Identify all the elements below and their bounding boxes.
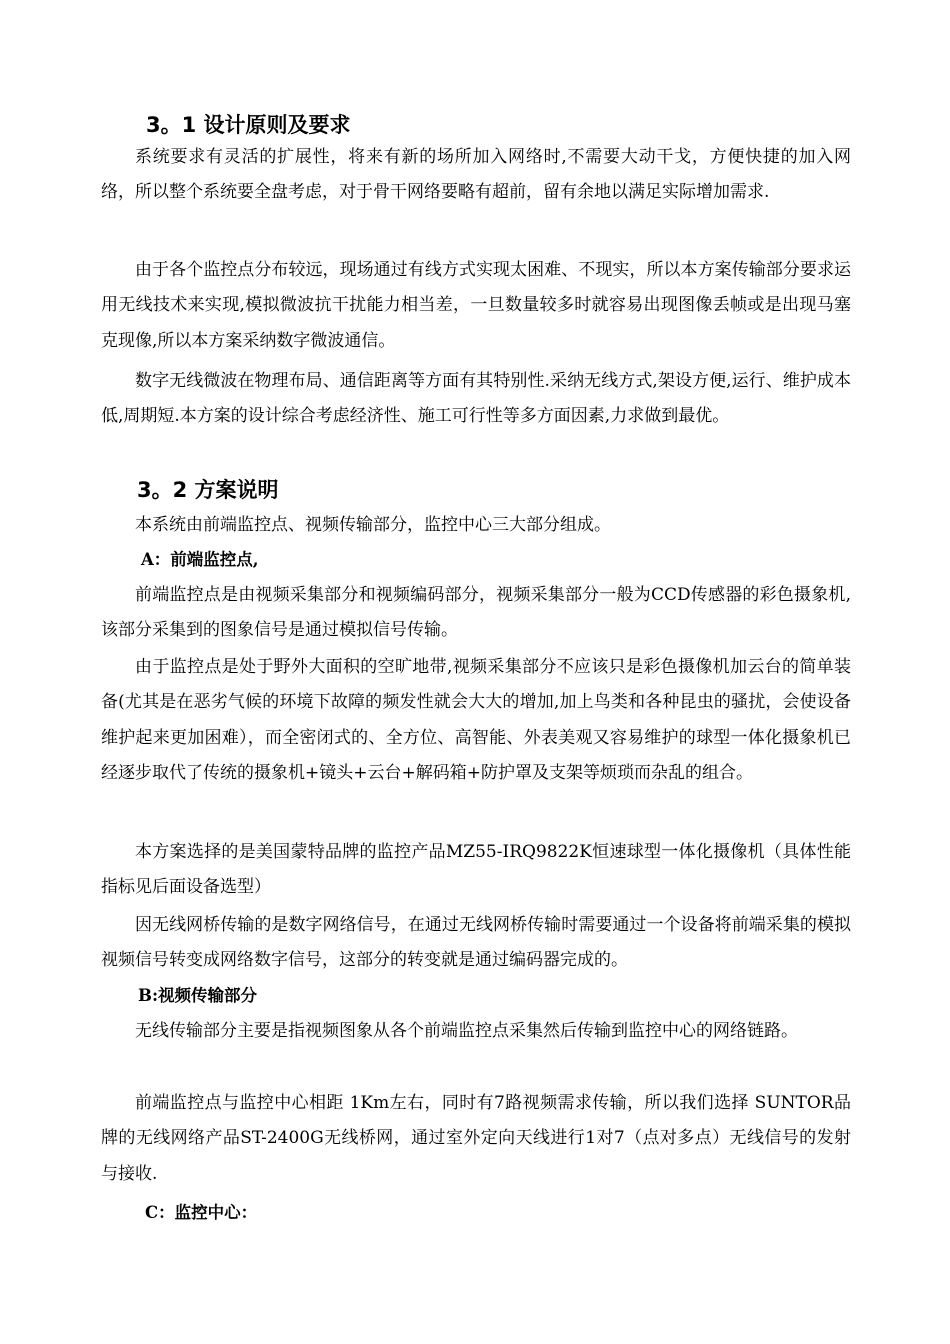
paragraph: 由于监控点是处于野外大面积的空旷地带,视频采集部分不应该只是彩色摄像机加云台的简单装备(尤其是在恶劣气候的环境下故障的频发性就会大大的增加,加上鸟类和各种昆虫的骚扰，会使设备维护起来更加困难），而全密闭式的、全方位、高智能、外表美观又容易维护的球型一体化摄象机已经逐步取代了传统的摄象机+镜头+云台+解码箱+防护罩及支架等烦琐而杂乱的组合。 xyxy=(101,657,851,784)
paragraph: 前端监控点与监控中心相距 1Km左右，同时有7路视频需求传输，所以我们选择 SUNTOR品牌的无线网络产品ST-2400G无线桥网，通过室外定向天线进行1对7（点对多点）无线信号的发射与接收. xyxy=(101,1093,851,1184)
section-heading-3-1: 3。1 设计原则及要求 xyxy=(146,113,351,137)
paragraph: 前端监控点是由视频采集部分和视频编码部分，视频采集部分一般为CCD传感器的彩色摄象机,该部分采集到的图象信号是通过模拟信号传输。 xyxy=(101,585,851,641)
paragraph: 无线传输部分主要是指视频图象从各个前端监控点采集然后传输到监控中心的网络链路。 xyxy=(135,1021,798,1041)
paragraph: 本方案选择的是美国蒙特品牌的监控产品MZ55-IRQ9822K恒速球型一体化摄像机（具体性能指标见后面设备选型） xyxy=(101,842,851,898)
subsection-title-c: C：监控中心： xyxy=(145,1203,258,1222)
subsection-title-b: B:视频传输部分 xyxy=(138,986,258,1005)
section-intro: 本系统由前端监控点、视频传输部分，监控中心三大部分组成。 xyxy=(135,515,611,535)
subsection-title-a: A：前端监控点, xyxy=(141,550,259,569)
section-heading-3-2: 3。2 方案说明 xyxy=(137,478,279,502)
paragraph: 系统要求有灵活的扩展性，将来有新的场所加入网络时,不需要大动干戈，方便快捷的加入网络，所以整个系统要全盘考虑，对于骨干网络要略有超前，留有余地以满足实际增加需求. xyxy=(101,147,851,203)
paragraph: 因无线网桥传输的是数字网络信号，在通过无线网桥传输时需要通过一个设备将前端采集的模拟视频信号转变成网络数字信号，这部分的转变就是通过编码器完成的。 xyxy=(101,915,851,971)
paragraph: 数字无线微波在物理布局、通信距离等方面有其特别性.采纳无线方式,架设方便,运行、维护成本低,周期短.本方案的设计综合考虑经济性、施工可行性等多方面因素,力求做到最优。 xyxy=(101,371,851,427)
paragraph: 由于各个监控点分布较远，现场通过有线方式实现太困难、不现实，所以本方案传输部分要求运用无线技术来实现,模拟微波抗干扰能力相当差，一旦数量较多时就容易出现图像丢帧或是出现马塞克现像,所以本方案采纳数字微波通信。 xyxy=(101,260,851,351)
